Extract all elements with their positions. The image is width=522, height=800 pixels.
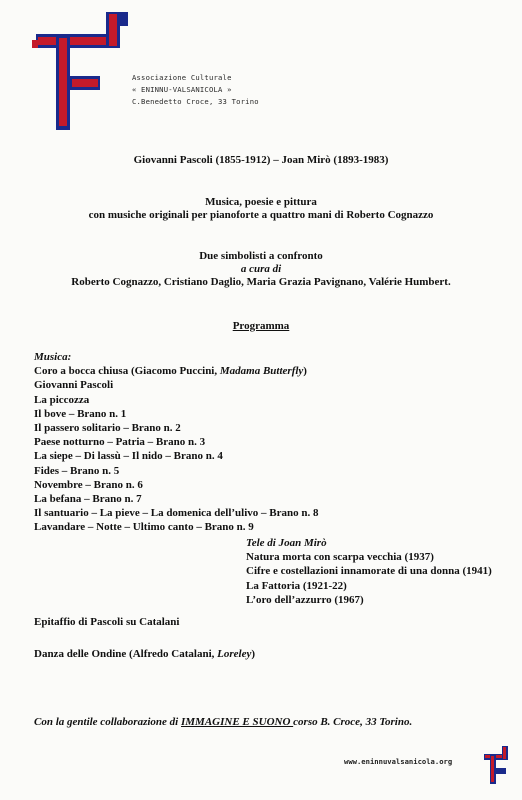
- association-info: [132, 72, 259, 108]
- curated-by-label: a cura di: [240, 263, 282, 275]
- association-logo: [28, 12, 128, 134]
- list-item: Cifre e costellazioni innamorate di una donna (1941): [246, 565, 492, 578]
- coro-opera: Madama Butterfly: [219, 365, 304, 378]
- list-item: Natura morta con scarpa vecchia (1937): [246, 551, 434, 564]
- event-subtitle-2: con musiche originali per pianoforte a quattro mani di Roberto Cognazzo: [88, 209, 434, 221]
- list-item: La siepe – Di lassù – Il nido – Brano n. 4: [34, 450, 223, 463]
- musica-label: Musica:: [34, 351, 72, 363]
- danza-line: Danza delle Ondine (Alfredo Catalani, Loreley): [34, 648, 256, 660]
- list-item: L’oro dell’azzurro (1967): [246, 593, 364, 606]
- association-subtitle: « ENINNU-VALSANICOLA »: [132, 85, 232, 94]
- danza-opera: Loreley: [217, 648, 252, 660]
- collaborator-name: IMMAGINE E SUONO: [180, 716, 294, 728]
- program-heading: Programma: [232, 320, 290, 332]
- program-list: [34, 350, 319, 535]
- list-item: Fides – Brano n. 5: [34, 464, 120, 477]
- event-subtitle-1: Musica, poesie e pittura: [205, 196, 317, 208]
- list-item: Il bove – Brano n. 1: [34, 407, 127, 420]
- event-subtitle-block: [0, 196, 522, 222]
- event-theme: Due simbolisti a confronto: [199, 250, 323, 262]
- curators-list: Roberto Cognazzo, Cristiano Daglio, Maria Grazia Pavignano, Valérie Humbert.: [71, 276, 451, 288]
- list-item: Il passero solitario – Brano n. 2: [34, 422, 181, 435]
- collaboration-line: Con la gentile collaborazione di IMMAGINE E SUONO corso B. Croce, 33 Torino.: [34, 716, 413, 728]
- list-item: Paese notturno – Patria – Brano n. 3: [34, 436, 206, 449]
- list-item: Giovanni Pascoli: [34, 379, 114, 392]
- event-title: Giovanni Pascoli (1855-1912) – Joan Mirò (1893-1983): [133, 154, 389, 166]
- small-logo-icon: [482, 746, 510, 788]
- list-item: La Fattoria (1921-22): [246, 579, 347, 592]
- curators-block: [0, 250, 522, 289]
- coro-line: Coro a bocca chiusa (Giacomo Puccini, Madama Butterfly): [34, 365, 307, 378]
- epitaffio-line: Epitaffio di Pascoli su Catalani: [34, 616, 180, 628]
- list-item: Lavandare – Notte – Ultimo canto – Brano n. 9: [34, 521, 254, 534]
- list-item: Il santuario – La pieve – La domenica dell’ulivo – Brano n. 8: [34, 507, 319, 520]
- list-item: La piccozza: [34, 393, 90, 406]
- association-name: Associazione Culturale: [132, 73, 232, 82]
- list-item: Novembre – Brano n. 6: [34, 478, 143, 491]
- association-address: C.Benedetto Croce, 33 Torino: [132, 97, 259, 106]
- paintings-label: Tele di Joan Mirò: [246, 537, 327, 549]
- paintings-list: [246, 536, 492, 607]
- website-link[interactable]: www.eninnuvalsanicola.org: [344, 757, 453, 766]
- list-item: La befana – Brano n. 7: [34, 493, 142, 506]
